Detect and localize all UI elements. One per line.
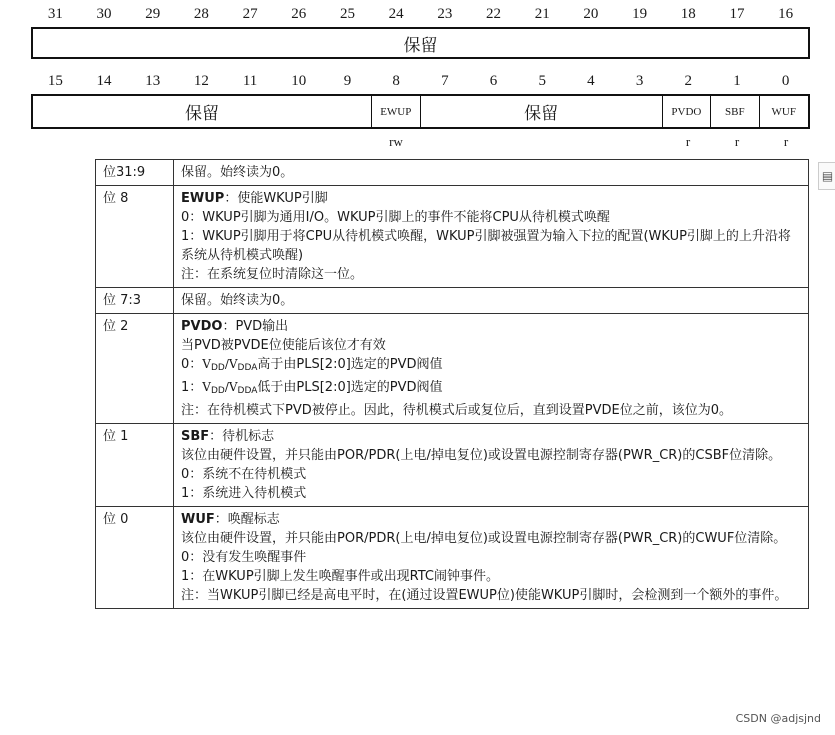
desc-line [181, 355, 801, 378]
desc-line: 1：系统进入待机模式 [181, 486, 307, 501]
bit-number: 19 [632, 6, 648, 22]
bit-number: 6 [489, 73, 498, 89]
field-name: PVDO [181, 319, 223, 334]
bit-number: 10 [291, 73, 307, 89]
v-subscript: DD [210, 363, 225, 373]
access-ewup: rw [389, 134, 403, 149]
access-pvdo: r [685, 134, 691, 149]
bit-desc [174, 314, 809, 424]
desc-line: 注：在系统复位时清除这一位。 [181, 267, 364, 282]
bit-label: 位 8 [96, 186, 174, 288]
bit-label: 位 1 [96, 424, 174, 507]
bit-number: 2 [684, 73, 693, 89]
bit-label: 位 7:3 [96, 288, 174, 314]
table-row [96, 424, 809, 507]
bit-label: 位31:9 [96, 160, 174, 186]
desc-line [181, 378, 801, 401]
bit-label: 位 2 [96, 314, 174, 424]
bit-number: 28 [193, 6, 209, 22]
v-subscript: DDA [237, 386, 258, 396]
desc-line: 注：当WKUP引脚已经是高电平时，在(通过设置EWUP位)使能WKUP引脚时，会检测到一个额外的事件。 [181, 588, 788, 603]
field-title-text: ：PVD输出 [222, 319, 289, 334]
reserved-field-15-9: 保留 [33, 96, 372, 127]
table-row [96, 186, 809, 288]
v-symbol: V [202, 380, 211, 394]
line-prefix: 0： [181, 357, 203, 372]
v-subscript: DD [210, 386, 225, 396]
bit-number: 7 [441, 73, 449, 89]
desc-note: 注：在待机模式下PVD被停止。因此，待机模式后或复位后，直到设置PVDE位之前，该位为0。 [181, 403, 732, 418]
line-suffix: 高于由PLS[2:0]选定的PVD阀值 [257, 357, 443, 372]
wuf-field: WUF [771, 105, 796, 118]
bit-number: 3 [635, 73, 644, 89]
desc-line: 0：WKUP引脚为通用I/O。WKUP引脚上的事件不能将CPU从待机模式唤醒 [181, 210, 610, 225]
bit-number: 15 [47, 73, 63, 89]
bit-number: 9 [343, 73, 352, 89]
desc-line: 0：没有发生唤醒事件 [181, 550, 307, 565]
desc-line: 保留。始终读为0。 [181, 165, 294, 180]
bit-number: 23 [437, 6, 453, 22]
bit-number: 21 [534, 6, 550, 22]
table-row [96, 314, 809, 424]
bit-number: 25 [339, 6, 355, 22]
field-name: SBF [181, 429, 210, 444]
bit-label: 位 0 [96, 507, 174, 609]
bit-description-table [95, 159, 809, 609]
bit-number: 14 [96, 73, 112, 89]
bit-number: 24 [388, 6, 404, 22]
table-row [96, 160, 809, 186]
line-prefix: 1： [181, 380, 203, 395]
lower-register-row [31, 94, 810, 129]
field-title-text: ：唤醒标志 [214, 512, 280, 527]
v-separator: /V [224, 380, 238, 394]
bit-number: 5 [538, 73, 546, 89]
bit-number: 29 [145, 6, 161, 22]
bit-number: 13 [145, 73, 161, 89]
bit-number: 0 [781, 73, 790, 89]
ewup-field: EWUP [372, 96, 420, 127]
v-symbol: V [202, 357, 211, 371]
bit-number: 20 [583, 6, 599, 22]
reserved-field-upper: 保留 [403, 35, 438, 56]
access-sbf: r [734, 134, 740, 149]
upper-register-row [31, 27, 810, 59]
bit-desc [174, 424, 809, 507]
bit-number: 8 [392, 73, 400, 89]
table-row [96, 507, 809, 609]
desc-line: 1：WKUP引脚用于将CPU从待机模式唤醒，WKUP引脚被强置为输入下拉的配置(WKUP引脚上的上升沿将系统从待机模式唤醒) [181, 229, 791, 263]
field-title [181, 317, 801, 336]
bit-desc [174, 186, 809, 288]
bit-number: 27 [242, 6, 258, 22]
field-name: EWUP [181, 191, 225, 206]
v-separator: /V [224, 357, 238, 371]
field-title [181, 427, 801, 446]
bit-desc [174, 160, 809, 186]
bit-desc [174, 507, 809, 609]
field-name: WUF [181, 512, 215, 527]
desc-line: 该位由硬件设置，并只能由POR/PDR(上电/掉电复位)或设置电源控制寄存器(PWR_CR)的CWUF位清除。 [181, 531, 787, 546]
bit-number: 12 [193, 73, 209, 89]
bit-number: 18 [680, 6, 696, 22]
desc-line: 0：系统不在待机模式 [181, 467, 307, 482]
table-row [96, 288, 809, 314]
sbf-field: SBF [711, 96, 759, 127]
desc-line: 该位由硬件设置，并只能由POR/PDR(上电/掉电复位)或设置电源控制寄存器(PWR_CR)的CSBF位清除。 [181, 448, 782, 463]
bit-number: 17 [729, 6, 745, 22]
bit-number: 4 [587, 73, 595, 89]
bit-number: 31 [47, 6, 63, 22]
bit-number: 16 [778, 6, 794, 22]
desc-line: 当PVD被PVDE位使能后该位才有效 [181, 338, 386, 353]
field-title-text: ：待机标志 [209, 429, 275, 444]
field-title [181, 189, 801, 208]
access-wuf: r [783, 134, 789, 149]
desc-line: 1：在WKUP引脚上发生唤醒事件或出现RTC闹钟事件。 [181, 569, 499, 584]
bit-number: 1 [733, 73, 741, 89]
watermark: CSDN @adjsjnd [735, 712, 821, 725]
field-title-text: ：使能WKUP引脚 [224, 191, 328, 206]
bit-number: 26 [291, 6, 307, 22]
bit-number: 11 [242, 73, 258, 89]
bit-desc [174, 288, 809, 314]
field-title [181, 510, 801, 529]
desc-line: 保留。始终读为0。 [181, 293, 294, 308]
bit-number: 30 [96, 6, 112, 22]
reserved-field-7-3: 保留 [421, 96, 663, 127]
bit-number: 22 [486, 6, 502, 22]
pvdo-field: PVDO [663, 96, 711, 127]
side-panel-icon[interactable]: ▤ [818, 162, 835, 190]
line-suffix: 低于由PLS[2:0]选定的PVD阀值 [257, 380, 443, 395]
v-subscript: DDA [237, 363, 258, 373]
